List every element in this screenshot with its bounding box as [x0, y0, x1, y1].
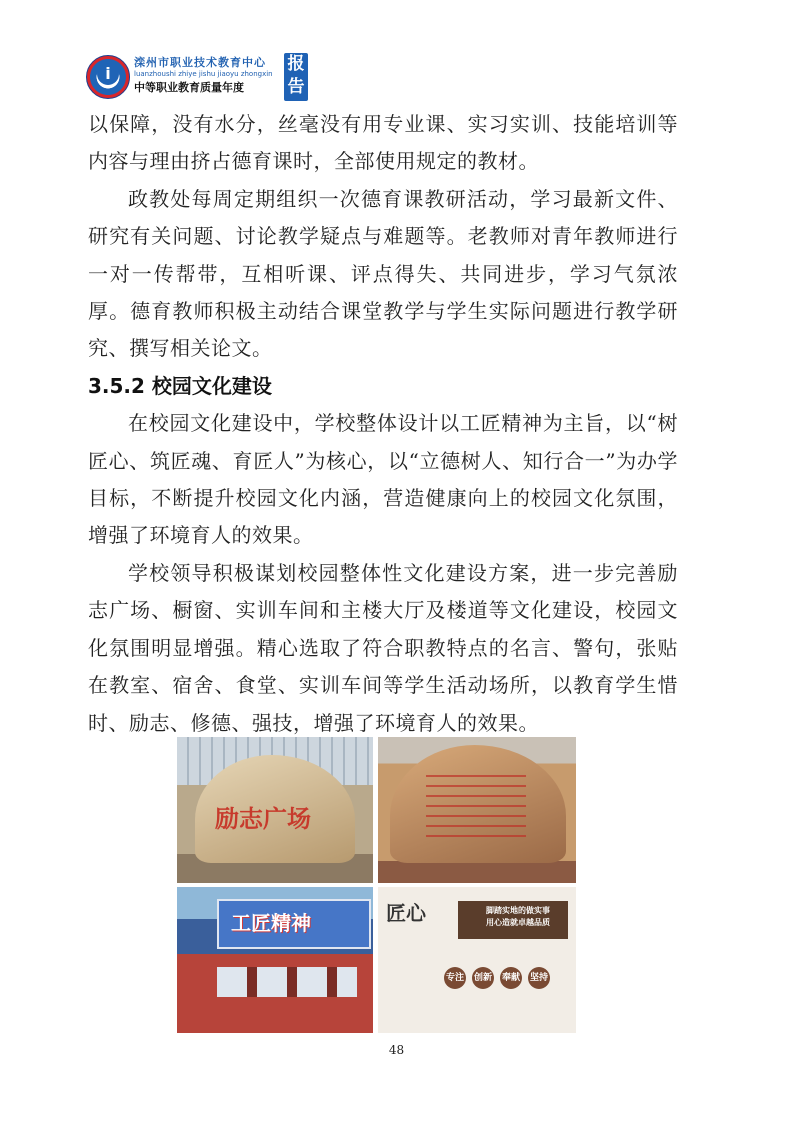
- page-header: [86, 53, 316, 103]
- section-heading: 3.5.2 校园文化建设: [88, 373, 272, 398]
- school-pinyin: luanzhoushi zhiye jishu jiaoyu zhongxin: [134, 70, 273, 78]
- stone-inscription: 励志广场: [215, 804, 311, 833]
- stone-tablet-inscription: [426, 767, 526, 845]
- badge-persistence: 坚持: [528, 967, 550, 989]
- wall-text: 脚踏实地的做实事 用心造就卓越品质: [486, 906, 550, 927]
- paragraph-1: 以保障，没有水分，丝毫没有用专业课、实习实训、技能培训等内容与理由挤占德育课时，全部使用规定的教材。: [88, 112, 678, 174]
- wall-glyph: 匠心: [386, 901, 426, 925]
- paragraph-2: 政教处每周定期组织一次德育课教研活动，学习最新文件、研究有关问题、讨论教学疑点与难题等。老教师对青年教师进行一对一传帮带，互相听课、评点得失、共同进步，学习气氛浓厚。德育教师积极主动结合课堂教学与学生实际问题进行教学研究、撰写相关论文。: [88, 186, 678, 361]
- billboard-text: 工匠精神: [231, 911, 311, 935]
- paragraph-3: 在校园文化建设中，学校整体设计以工匠精神为主旨，以“树匠心、筑匠魂、育匠人”为核心，以“立德树人、知行合一”为办学目标，不断提升校园文化内涵，营造健康向上的校园文化氛围，增强了环境育人的效果。: [88, 411, 678, 548]
- photo-inspiration-square: [177, 737, 373, 883]
- paragraph-4: 学校领导积极谋划校园整体性文化建设方案，进一步完善励志广场、橱窗、实训车间和主楼大厅及楼道等文化建设，校园文化氛围明显增强。精心选取了符合职教特点的名言、警句，张贴在教室、宿舍、食堂、实训车间等学生活动场所，以教育学生惜时、励志、修德、强技，增强了环境育人的效果。: [88, 560, 678, 735]
- report-badge: 报 告: [284, 53, 308, 101]
- header-text: [134, 56, 284, 95]
- photo-craftsman-billboard: [177, 887, 373, 1033]
- badge-innovation: 创新: [472, 967, 494, 989]
- badge-focus: 专注: [444, 967, 466, 989]
- school-name: 滦州市职业技术教育中心: [134, 56, 266, 69]
- photo-craftsman-wall: [378, 887, 576, 1033]
- badge-dedication: 奉献: [500, 967, 522, 989]
- report-title: 中等职业教育质量年度: [134, 81, 244, 94]
- school-logo-icon: i: [86, 55, 130, 99]
- billboard: [217, 899, 371, 949]
- building-windows: [217, 967, 357, 997]
- photo-stone-tablet: [378, 737, 576, 883]
- page-number: 48: [388, 1043, 405, 1057]
- page-content: [88, 106, 678, 742]
